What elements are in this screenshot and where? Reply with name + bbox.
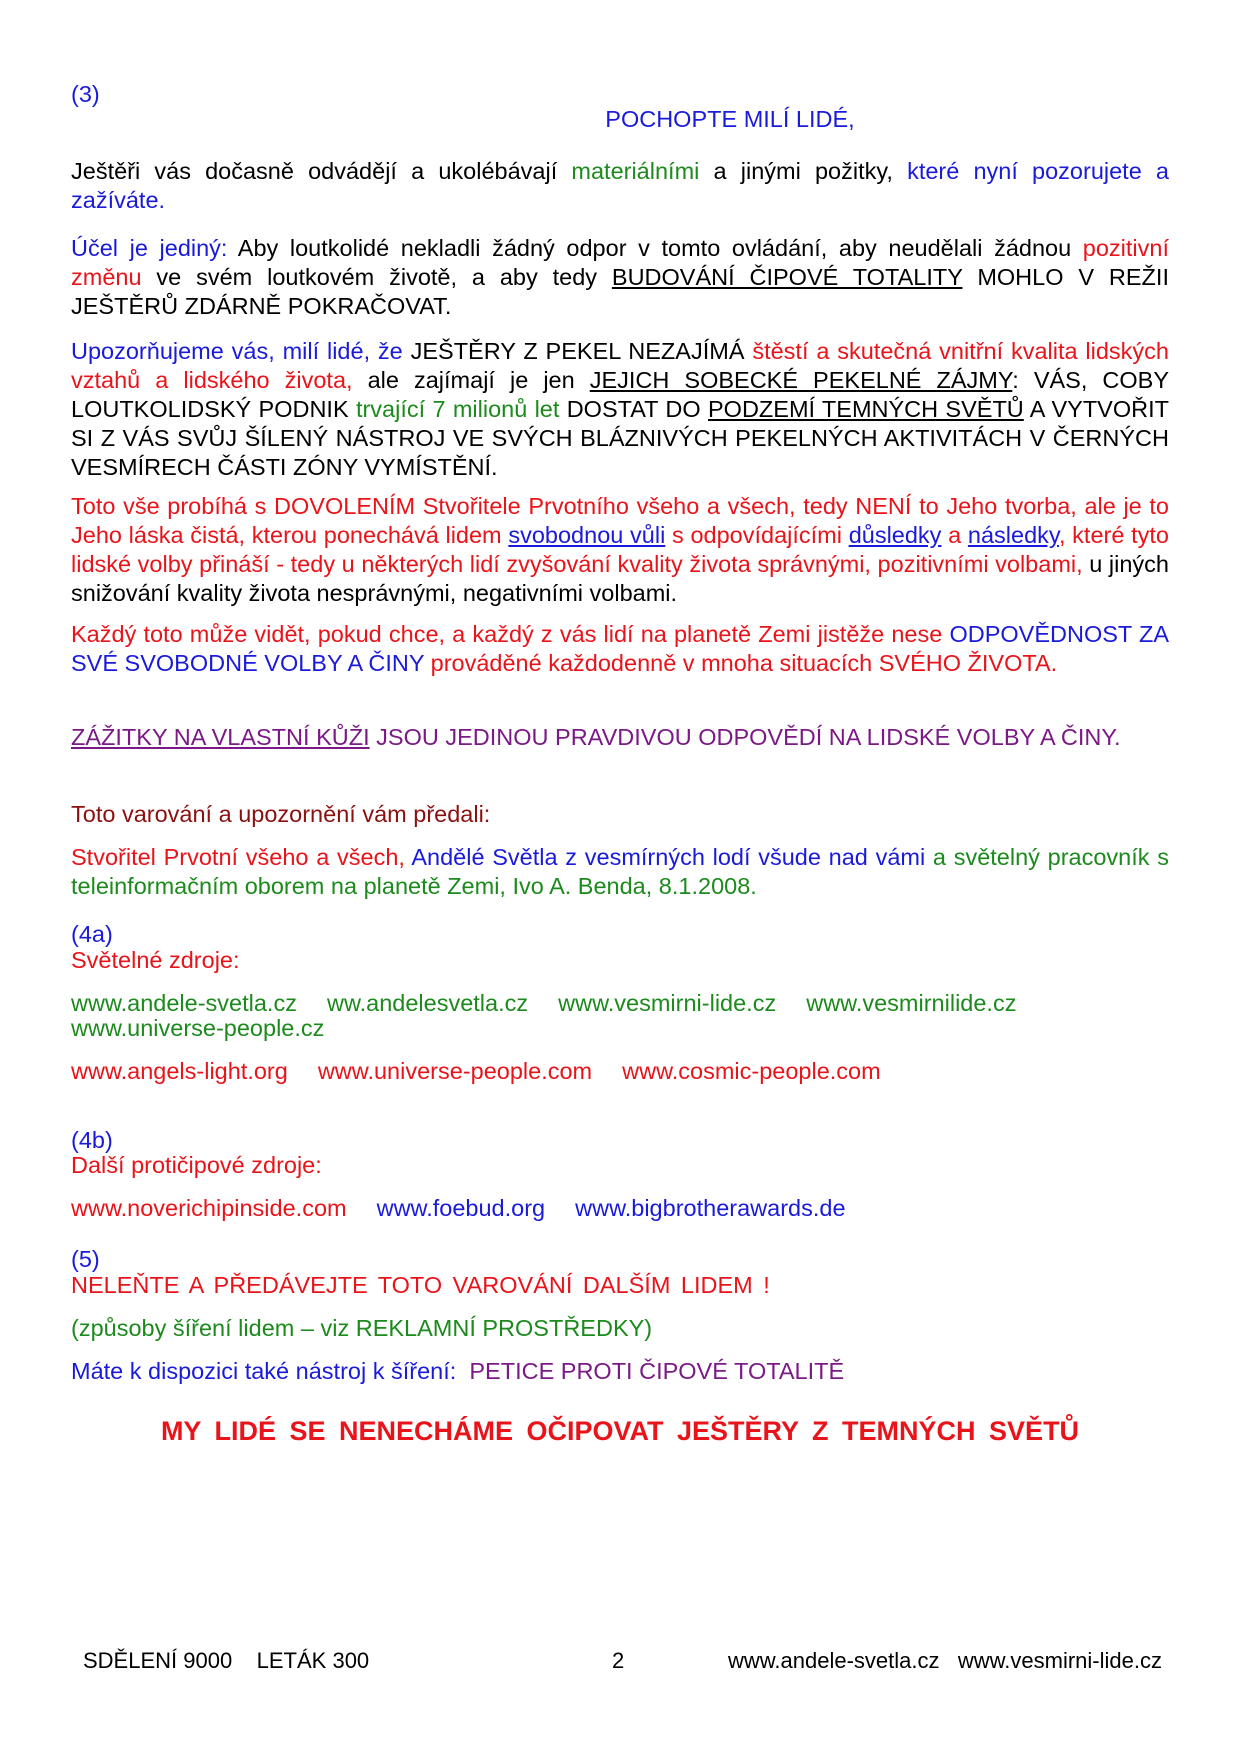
link-bigbrotherawards[interactable]: www.bigbrotherawards.de: [575, 1195, 846, 1221]
link-cosmic-people[interactable]: www.cosmic-people.com: [622, 1058, 881, 1084]
link-svobodnou-vuli[interactable]: svobodnou vůli: [508, 522, 666, 548]
link-noverichipinside[interactable]: www.noverichipinside.com: [71, 1195, 347, 1221]
link-universe-people-com[interactable]: www.universe-people.com: [317, 1058, 593, 1084]
link-universe-people-cz[interactable]: www.universe-people.cz: [71, 1015, 325, 1041]
links-4b-row: [71, 1194, 1169, 1223]
section-3-heading: POCHOPTE MILÍ LIDÉ,: [605, 106, 855, 132]
section-4b-label: (4b): [71, 1127, 113, 1153]
links-red-row: [71, 1057, 1169, 1086]
link-vesmirni-lide[interactable]: www.vesmirni-lide.cz: [558, 990, 777, 1016]
section-5-label: (5): [71, 1246, 100, 1272]
paragraph-2: Účel je jediný: Aby loutkolidé nekladli žádný odpor v tomto ovládání, aby neudělali žádnou pozitivní změnu ve svém loutkovém životě, a aby tedy BUDOVÁNÍ ČIPOVÉ TOTALITY MOHLO V REŽII JEŠTĚRŮ ZDÁRNĚ POKRAČOVAT.: [71, 235, 1169, 319]
section-5-ways: (způsoby šíření lidem – viz REKLAMNÍ PROSTŘEDKY): [71, 1315, 653, 1341]
link-andelesvetla[interactable]: ww.andelesvetla.cz: [326, 990, 529, 1016]
paragraph-7: Toto varování a upozornění vám předali:: [71, 801, 491, 827]
paragraph-3: Upozorňujeme vás, milí lidé, že JEŠTĚRY Z PEKEL NEZAJÍMÁ štěstí a skutečná vnitřní kvalita lidských vztahů a lidského života, ale zajímají je jen JEJICH SOBECKÉ PEKELNÉ ZÁJMY: VÁS, COBY LOUTKOLIDSKÝ PODNIK trvající 7 milionů let DOSTAT DO PODZEMÍ TEMNÝCH SVĚTŮ A VYTVOŘIT SI Z VÁS SVŮJ ŠÍLENÝ NÁSTROJ VE SVÝCH BLÁZNIVÝCH PEKELNÝCH AKTIVITÁCH V ČERNÝCH VESMÍRECH ČÁSTI ZÓNY VYMÍSTĚNÍ.: [71, 338, 1169, 480]
footer-left: SDĚLENÍ 9000 LETÁK 300: [83, 1648, 370, 1673]
paragraph-5: Každý toto může vidět, pokud chce, a každý z vás lidí na planetě Zemi jistěže nese ODPOVĚDNOST ZA SVÉ SVOBODNÉ VOLBY A ČINY prováděné každodenně v mnoha situacích SVÉHO ŽIVOTA.: [71, 621, 1170, 676]
paragraph-8: Stvořitel Prvotní všeho a všech, Andělé Světla z vesmírných lodí všude nad vámi a světelný pracovník s teleinformačním oborem na planetě Zemi, Ivo A. Benda, 8.1.2008.: [71, 844, 1169, 899]
paragraph-4: Toto vše probíhá s DOVOLENÍM Stvořitele Prvotního všeho a všech, tedy NENÍ to Jeho tvorba, ale je to Jeho láska čistá, kterou ponechává lidem svobodnou vůli s odpovídajícími důsledky a následky, které tyto lidské volby přináší - tedy u některých lidí zvyšování kvality života správnými, pozitivními volbami, u jiných snižování kvality života nesprávnými, negativními volbami.: [71, 493, 1169, 606]
section-4a-label: (4a): [71, 921, 113, 947]
link-angels-light[interactable]: www.angels-light.org: [71, 1058, 288, 1084]
petition-link[interactable]: PETICE PROTI ČIPOVÉ TOTALITĚ: [469, 1358, 845, 1384]
page-number: 2: [612, 1648, 625, 1673]
slogan: MY LIDÉ SE NENECHÁME OČIPOVAT JEŠTĚRY Z TEMNÝCH SVĚTŮ: [160, 1416, 1080, 1446]
section-4b-heading: Další protičipové zdroje:: [71, 1152, 322, 1178]
link-andele-svetla[interactable]: www.andele-svetla.cz: [71, 990, 297, 1016]
paragraph-6: ZÁŽITKY NA VLASTNÍ KŮŽI JSOU JEDINOU PRAVDIVOU ODPOVĚDÍ NA LIDSKÉ VOLBY A ČINY.: [71, 724, 1121, 750]
link-dusledky[interactable]: důsledky: [848, 522, 942, 548]
section-4a-heading: Světelné zdroje:: [71, 947, 240, 973]
link-vesmirnilide[interactable]: www.vesmirnilide.cz: [806, 990, 1017, 1016]
section-5-call: NELEŇTE A PŘEDÁVEJTE TOTO VAROVÁNÍ DALŠÍM LIDEM !: [71, 1272, 770, 1298]
footer-right: www.andele-svetla.cz www.vesmirni-lide.cz: [727, 1648, 1162, 1673]
section-3-label: (3): [71, 81, 100, 107]
section-5-petition: Máte k dispozici také nástroj k šíření: PETICE PROTI ČIPOVÉ TOTALITĚ: [71, 1358, 845, 1384]
link-foebud[interactable]: www.foebud.org: [376, 1195, 546, 1221]
document-page: [71, 0, 1169, 1754]
paragraph-1: Ještěři vás dočasně odvádějí a ukolébávají materiálními a jinými požitky, které nyní pozorujete a zažíváte.: [71, 158, 1170, 213]
link-nasledky[interactable]: následky: [967, 522, 1059, 548]
